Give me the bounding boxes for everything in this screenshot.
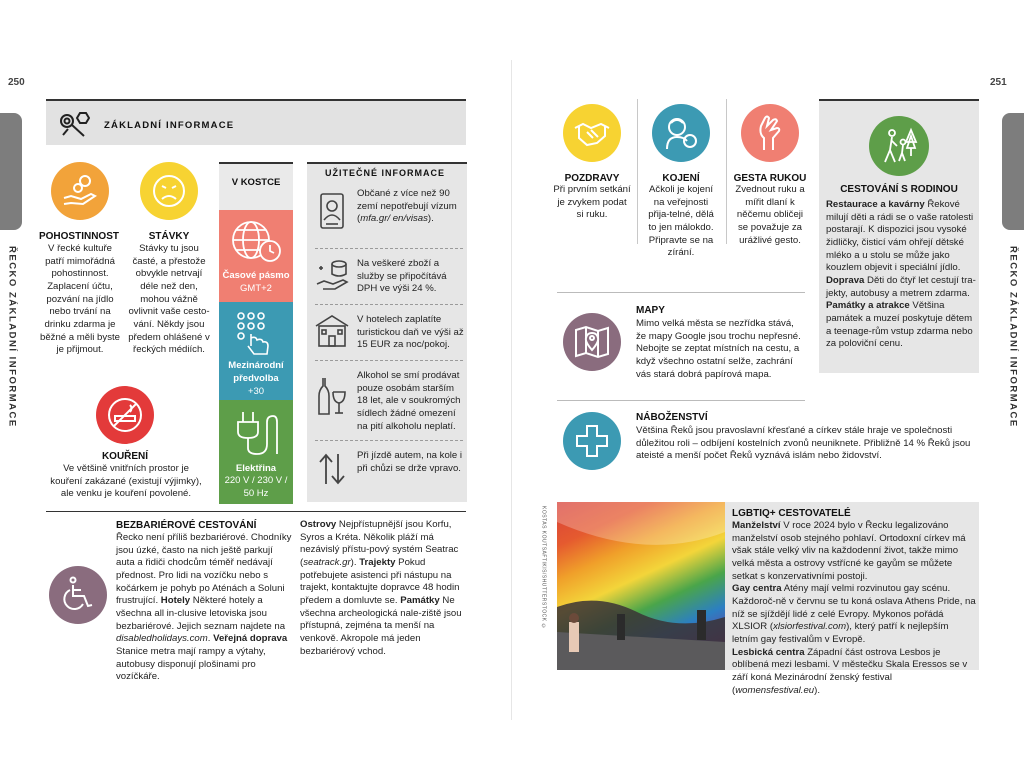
- islands-label: Ostrovy: [300, 519, 337, 530]
- breastfeeding-title: KOJENÍ: [662, 173, 700, 184]
- smoking-text: Ve většině vnitřních prostor je kouření zakázané (existují výjimky), ale venku je kouření povolené.: [50, 463, 202, 500]
- plug-icon: [235, 408, 279, 458]
- maps-divider: [557, 292, 805, 293]
- strikes-circle: [140, 162, 198, 220]
- islands-link[interactable]: seatrack.gr: [303, 556, 351, 568]
- pride-photo: [557, 502, 725, 670]
- in-brief-column: [219, 162, 293, 502]
- timezone-value: GMT+2: [240, 283, 272, 294]
- useful-info-panel: [307, 162, 467, 502]
- visa-text-a: Občané z více než 90 zemí nepotřebují vízum (: [357, 188, 457, 225]
- sights-text: Ne všechna archeologická nale-ziště jsou přístupná, zejména ta menší na venkově. Akropole má jeden bezbariérový vchod.: [300, 594, 462, 657]
- smoking-circle: [96, 386, 154, 444]
- wine-bottle-icon: [315, 376, 349, 416]
- hospitality-text: V řecké kultuře patří mimořádná pohostinnost. Zaplacení účtu, pozvání na jídlo nebo trvání na drinku zdarma je běžné a měli byste je přijmout.: [40, 243, 120, 356]
- globe-clock-icon: [228, 218, 284, 264]
- ferries-label: Trajekty: [359, 556, 396, 568]
- accessibility-col2: [300, 519, 466, 658]
- section-header: [46, 99, 466, 145]
- hospitality-title: POHOSTINNOST: [38, 231, 119, 242]
- transport-text: Stanice metra mají rampy a výtahy, autobusy disponují plošinami pro vozíčkáře.: [116, 645, 266, 683]
- useful-info-alcohol: Alkohol se smí prodávat pouze osobám starším 18 let, ale v soukromých sídlech žádné omezení na pití alkoholu neplatí.: [357, 370, 461, 432]
- islands-text: Nejpřístupnější jsou Korfu, Syros a Kréta. Několik pláží má nezávislý přístu-pový systém Seatrac (: [300, 519, 459, 568]
- gay-centre-label: Gay centra: [732, 583, 782, 595]
- accessibility-intro: Řecko není příliš bezbariérové. Chodníky jsou úzké, často na nich ještě parkují auta a řidiči chodcům téměř nedávají přednost. Pro lidi na vozíčku nebo s kočárkem je pohyb po Aténách a Soluni frustrující.: [116, 532, 292, 607]
- maps-text: Mimo velká města se nezřídka stává, že mapy Google jsou trochu nepřesné. Nebojte se zeptat místních na cestu, a když všechno ostatní selže, zachrání vás stará dobrá papírová mapa.: [636, 318, 801, 380]
- religion-title: NÁBOŽENSTVÍ: [636, 412, 708, 423]
- page-number-left: 250: [8, 77, 25, 88]
- religion-text: Většina Řeků jsou pravoslavní křesťané a církev stále hraje ve společnosti důležitou roli – odbíjení kostelních zvonů neuniknete. Přibližně 14 % Řeků jsou ateisté a menší počet Řeků vyznává islám nebo židovství.: [636, 425, 971, 462]
- divider: [637, 99, 638, 244]
- dialing-label: Mezinárodní předvolba: [228, 360, 284, 384]
- gear-bolt-icon: [56, 109, 90, 139]
- marriage-text: V roce 2024 bylo v Řecku legalizováno manželství osob stejného pohlaví. Ortodoxní církev má však stále velký vliv na každodenní život, takže mimo velká města a ostrovy vstřícné ke gayům se můžete setkat s konzervativními postoji.: [732, 520, 966, 582]
- xlsior-link[interactable]: xlsiorfestival.com: [773, 621, 847, 633]
- family-transport-text: Děti do čtyř let cestují tra-jekty, autobusy a metrem zdarma.: [826, 274, 976, 299]
- wheelchair-icon: [60, 576, 96, 614]
- in-brief-title: V KOSTCE: [231, 177, 281, 188]
- worried-face-icon: [151, 173, 187, 209]
- marriage-label: Manželství: [732, 520, 781, 531]
- lesbian-label: Lesbická centra: [732, 646, 805, 658]
- coins-hand-icon: [315, 258, 351, 292]
- sights-label: Památky: [400, 594, 440, 606]
- dialing-value: +30: [247, 386, 265, 397]
- breastfeeding-text: Ačkoli je kojení na veřejnosti přija-telné, dělá to jen málokdo. Připravte se na zírání.: [648, 184, 714, 259]
- family-title: CESTOVÁNÍ S RODINOU: [840, 184, 958, 195]
- electricity-block: [219, 400, 293, 504]
- lgbtq-panel: [725, 502, 979, 696]
- hotels-text: Některé hotely a všechna all in-clusive letoviska jsou bezbariérové. Jejich seznam najdete na: [116, 595, 286, 632]
- accessibility-title: BEZBARIÉROVÉ CESTOVÁNÍ: [116, 520, 257, 531]
- maps-title: MAPY: [636, 305, 665, 316]
- greetings-circle: [563, 104, 621, 162]
- smoking-title: KOUŘENÍ: [101, 451, 149, 462]
- family-panel: [819, 99, 979, 373]
- gay-centre-text: Atény mají velmi rozvinutou gay scénu. Každoroč-ně v červnu se tu koná oslava Athens Pride, na níž se sjíždějí lidé z celé Evropy. Mykonos pořádá XLSIOR (: [732, 583, 976, 633]
- breastfeeding-circle: [652, 104, 710, 162]
- ferries-text: Pokud potřebujete asistenci při nástupu na trajekt, kontaktujte dopravce 48 hodin předem a domluvte se.: [300, 556, 460, 606]
- passport-icon: [315, 192, 349, 232]
- visa-text-b: ).: [427, 213, 434, 225]
- useful-info-tax: V hotelech zaplatíte turistickou daň ve výši až 15 EUR za noc/pokoj.: [357, 314, 464, 351]
- timezone-label: Časové pásmo: [222, 270, 290, 281]
- divider: [726, 99, 727, 244]
- mother-baby-icon: [662, 115, 700, 151]
- gestures-title: GESTA RUKOU: [733, 173, 807, 184]
- photo-credit: KOSTAS KOUTSAFTIKIS/SHUTTERSTOCK ©: [540, 506, 547, 630]
- useful-info-visa: [357, 188, 465, 226]
- divider: [315, 440, 463, 441]
- section-title: ZÁKLADNÍ INFORMACE: [104, 120, 235, 131]
- page-gutter: [511, 60, 512, 720]
- dialing-block: [219, 302, 293, 400]
- greetings-text: Při prvním setkání je zvykem podat si ruku.: [553, 184, 631, 221]
- family-hiking-icon: [879, 126, 919, 166]
- transport-label: Veřejná doprava: [213, 633, 288, 645]
- visa-link[interactable]: mfa.gr/ en/visas: [360, 213, 428, 225]
- divider: [315, 304, 463, 305]
- accessibility-col1: [116, 532, 292, 684]
- arrows-up-down-icon: [317, 452, 347, 486]
- useful-info-vat: Na veškeré zboží a služby se připočítává DPH ve výši 24 %.: [357, 258, 447, 295]
- womensfestival-link[interactable]: womensfestival.eu: [735, 684, 815, 696]
- gestures-circle: [741, 104, 799, 162]
- side-tab-left: [0, 113, 22, 230]
- lgbtq-text: [732, 520, 976, 697]
- hospitality-circle: [51, 162, 109, 220]
- handshake-icon: [573, 118, 611, 148]
- islands-end: ).: [350, 556, 357, 568]
- electricity-value: 220 V / 230 V / 50 Hz: [224, 475, 288, 499]
- page-number-right: 251: [990, 77, 1007, 88]
- lgbtq-title: LGBTIQ+ CESTOVATELÉ: [732, 508, 851, 519]
- keypad-icon: [234, 310, 278, 358]
- no-smoking-icon: [106, 396, 144, 434]
- strikes-text: Stávky tu jsou časté, a přestože obvykle netrvají déle než den, mohou vážně ovlivnit vaše cesto-vání. Někdy jsou předem ohlášené v řeckých médiích.: [128, 243, 210, 356]
- family-transport-label: Doprava: [826, 274, 865, 286]
- family-text: [826, 199, 976, 351]
- gay-centre-end: ), který patří k nejlepším letním gay festivalům v Evropě.: [732, 621, 949, 645]
- maps-circle: [563, 313, 621, 371]
- side-tab-label-right: ŘECKO ZÁKLADNÍ INFORMACE: [1007, 246, 1019, 428]
- hotels-link[interactable]: disabledholidays.com: [116, 633, 208, 645]
- family-sights-text: Většina památek a muzeí poskytuje dětem a teenage-rům vstup zdarma nebo za poloviční cenu.: [826, 300, 973, 350]
- divider: [315, 248, 463, 249]
- timezone-block: [219, 210, 293, 302]
- raised-hand-icon: [753, 114, 787, 152]
- accessibility-circle: [49, 566, 107, 624]
- hotel-icon: [313, 314, 351, 348]
- side-tab-label-left: ŘECKO ZÁKLADNÍ INFORMACE: [6, 246, 18, 428]
- religion-circle: [563, 412, 621, 470]
- gestures-text: Zvednout ruku a mířit dlaní k něčemu obličeji se považuje za urážlivé gesto.: [735, 184, 805, 246]
- accessibility-divider: [46, 511, 466, 512]
- lesbian-text: Západní část ostrova Lesbos je oblíbená mezi lesbami. V městečku Skala Eressos se v září koná Mezinárodní ženský festival (: [732, 646, 968, 696]
- family-circle: [869, 116, 929, 176]
- strikes-title: STÁVKY: [148, 231, 190, 242]
- cross-icon: [575, 424, 609, 458]
- hotels-end: .: [207, 633, 211, 645]
- restaurants-label: Restaurace a kavárny: [826, 199, 925, 210]
- crowd-silhouette: [557, 502, 725, 670]
- restaurants-text: Řekové milují děti a rádi se o vaše ratolesti postarají. K dispozici jsou vysoké židličky, čisticí vám ohřejí dětské mléko a u stolu se může jako kouzlem objevit i speciální jídlo.: [826, 199, 974, 274]
- useful-info-title: UŽITEČNÉ INFORMACE: [325, 168, 445, 178]
- lesbian-end: ).: [814, 684, 820, 696]
- side-tab-right: [1002, 113, 1024, 230]
- religion-divider: [557, 400, 805, 401]
- hotels-label: Hotely: [160, 595, 191, 607]
- greetings-title: POZDRAVY: [564, 173, 620, 184]
- map-pin-icon: [573, 324, 611, 360]
- hand-coins-icon: [61, 174, 99, 208]
- electricity-label: Elektřina: [235, 463, 277, 474]
- useful-info-driving: Při jízdě autem, na kole i při chůzi se drže vpravo.: [357, 450, 463, 474]
- family-sights-label: Památky a atrakce: [826, 300, 910, 312]
- divider: [315, 360, 463, 361]
